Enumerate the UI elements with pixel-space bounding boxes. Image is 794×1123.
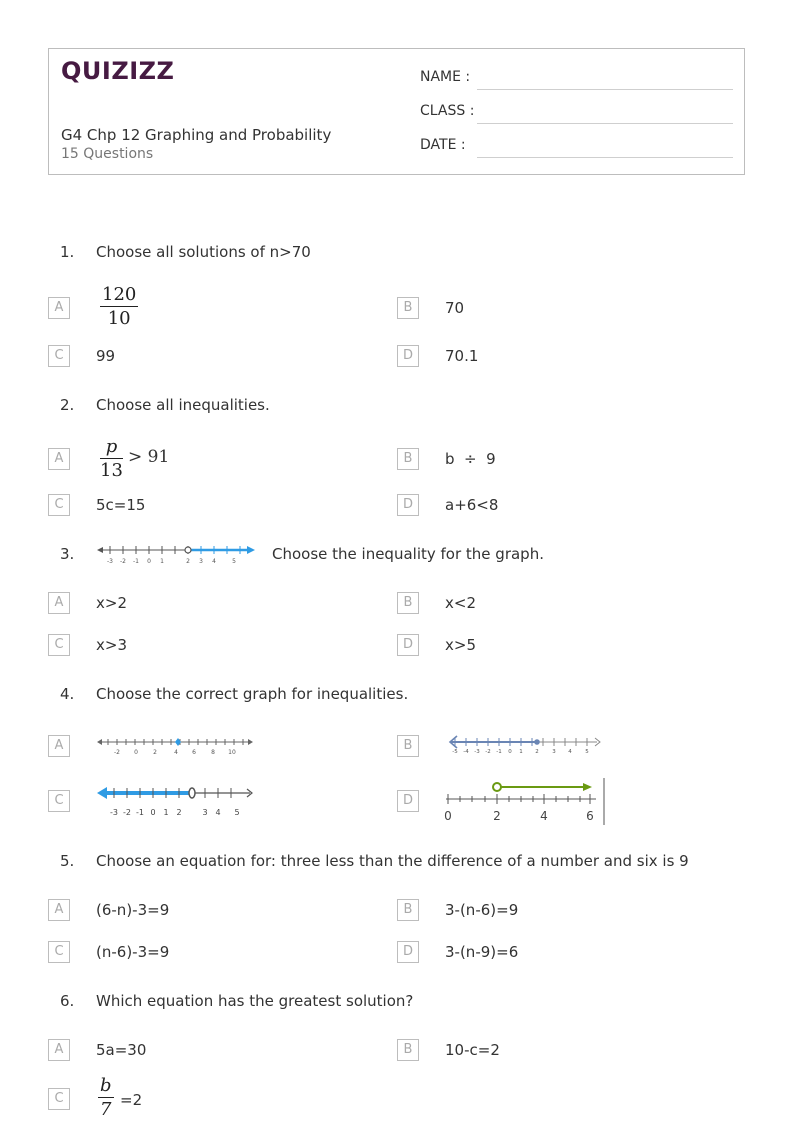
fraction-numerator: p: [105, 436, 118, 457]
question-number: 2.: [60, 396, 75, 414]
tick-label: 5: [232, 558, 236, 565]
number-line-graph-d: [444, 776, 608, 826]
option-text: a+6<8: [445, 496, 499, 514]
option-text: (n-6)-3=9: [96, 943, 170, 961]
tick-label: 0: [134, 749, 138, 756]
option-letter: C: [48, 634, 70, 656]
fraction-bar: [100, 458, 123, 459]
date-line: [477, 157, 733, 158]
option-letter: B: [397, 297, 419, 319]
tick-label: 2: [535, 749, 539, 755]
name-line: [477, 89, 733, 90]
tick-label: 4: [540, 809, 548, 823]
tick-label: 4: [215, 808, 221, 817]
option-text: (6-n)-3=9: [96, 901, 170, 919]
option-text: x>2: [96, 594, 127, 612]
fraction-denominator: 7: [100, 1099, 112, 1120]
worksheet-header: [48, 48, 745, 175]
fraction-denominator: 13: [100, 460, 123, 481]
tick-label: -1: [496, 749, 502, 755]
tick-label: -4: [463, 749, 469, 755]
tick-label: 0: [147, 558, 151, 565]
tick-label: -1: [136, 808, 144, 817]
tick-label: 3: [202, 808, 208, 817]
tick-label: 0: [508, 749, 512, 755]
option-text: 5c=15: [96, 496, 146, 514]
question-count: 15 Questions: [61, 146, 154, 162]
right-arrow: [247, 546, 255, 554]
tick-label: 2: [176, 808, 182, 817]
option-letter: B: [397, 1039, 419, 1061]
question-text: Choose all solutions of n>70: [96, 243, 311, 261]
option-letter: C: [48, 941, 70, 963]
open-circle: [189, 788, 195, 798]
tick-label: 8: [211, 749, 215, 756]
option-letter: C: [48, 345, 70, 367]
fraction-numerator: b: [100, 1075, 112, 1096]
open-circle: [185, 547, 191, 553]
class-label: CLASS :: [420, 103, 475, 119]
option-letter: D: [397, 345, 419, 367]
option-letter: B: [397, 592, 419, 614]
inequality-suffix: > 91: [128, 447, 170, 467]
fraction-bar: [98, 1097, 114, 1098]
tick-label: 4: [212, 558, 216, 565]
tick-label: -1: [133, 558, 139, 565]
question-text: Choose the inequality for the graph.: [272, 545, 544, 563]
option-letter: A: [48, 297, 70, 319]
fraction-denominator: 10: [107, 308, 131, 329]
option-letter: A: [48, 735, 70, 757]
class-line: [477, 123, 733, 124]
option-text: 3-(n-9)=6: [445, 943, 519, 961]
question-number: 4.: [60, 685, 75, 703]
tick-label: -2: [120, 558, 126, 565]
tick-label: 6: [586, 809, 594, 823]
option-letter: D: [397, 634, 419, 656]
option-letter: D: [397, 941, 419, 963]
option-text: 99: [96, 347, 116, 365]
option-letter: B: [397, 899, 419, 921]
quizizz-logo: QUIZIZZ: [61, 57, 175, 85]
question-text: Choose all inequalities.: [96, 396, 270, 414]
option-letter: C: [48, 494, 70, 516]
tick-label: 5: [234, 808, 240, 817]
option-letter: A: [48, 899, 70, 921]
option-letter: B: [397, 448, 419, 470]
question-number: 5.: [60, 852, 75, 870]
tick-label: 4: [568, 749, 572, 755]
fraction: [100, 436, 123, 481]
tick-label: 0: [150, 808, 156, 817]
fraction-numerator: 120: [102, 284, 137, 305]
option-text: 70.1: [445, 347, 479, 365]
option-text: 5a=30: [96, 1041, 147, 1059]
tick-label: -2: [123, 808, 131, 817]
option-text: 10-c=2: [445, 1041, 500, 1059]
question-text: Choose the correct graph for inequalities.: [96, 685, 409, 703]
tick-label: -3: [107, 558, 113, 565]
question-number: 6.: [60, 992, 75, 1010]
option-letter: D: [397, 494, 419, 516]
question-text: Which equation has the greatest solution?: [96, 992, 414, 1010]
tick-label: 2: [153, 749, 157, 756]
tick-label: 3: [199, 558, 203, 565]
tick-label: 10: [228, 749, 236, 756]
tick-label: -2: [485, 749, 491, 755]
equation-suffix: =2: [120, 1091, 143, 1109]
tick-label: 2: [186, 558, 190, 565]
option-letter: C: [48, 790, 70, 812]
option-text: x>5: [445, 636, 476, 654]
option-letter: A: [48, 1039, 70, 1061]
tick-label: 2: [493, 809, 501, 823]
number-line-graph-a: [96, 733, 256, 757]
option-letter: A: [48, 448, 70, 470]
tick-label: 1: [163, 808, 169, 817]
number-line-graph-b: [447, 732, 603, 756]
option-text: b ÷ 9: [445, 450, 496, 468]
fraction-bar: [100, 306, 138, 307]
tick-label: 5: [585, 749, 589, 755]
tick-label: 1: [160, 558, 164, 565]
date-label: DATE :: [420, 137, 466, 153]
tick-label: 1: [519, 749, 523, 755]
worksheet-title: G4 Chp 12 Graphing and Probability: [61, 126, 332, 144]
tick-label: -5: [452, 749, 458, 755]
tick-label: -3: [474, 749, 480, 755]
number-line-graph: [96, 540, 258, 568]
tick-label: 6: [192, 749, 196, 756]
option-text: x>3: [96, 636, 127, 654]
option-text: 70: [445, 299, 465, 317]
fraction: [98, 1075, 114, 1120]
option-letter: B: [397, 735, 419, 757]
right-arrow: [583, 783, 592, 791]
question-number: 3.: [60, 545, 75, 563]
question-number: 1.: [60, 243, 75, 261]
name-label: NAME :: [420, 69, 471, 85]
closed-circle: [534, 739, 540, 745]
fraction: [100, 284, 138, 329]
open-circle: [493, 783, 501, 791]
option-text: 3-(n-6)=9: [445, 901, 519, 919]
number-line-graph-c: [96, 782, 258, 822]
option-letter: A: [48, 592, 70, 614]
tick-label: 4: [174, 749, 178, 756]
option-letter: C: [48, 1088, 70, 1110]
option-letter: D: [397, 790, 419, 812]
tick-label: -3: [110, 808, 118, 817]
question-text: Choose an equation for: three less than the difference of a number and six is 9: [96, 852, 689, 870]
option-text: x<2: [445, 594, 476, 612]
tick-label: 0: [444, 809, 452, 823]
tick-label: 3: [552, 749, 556, 755]
left-arrow: [97, 547, 103, 553]
tick-label: -2: [114, 749, 120, 756]
